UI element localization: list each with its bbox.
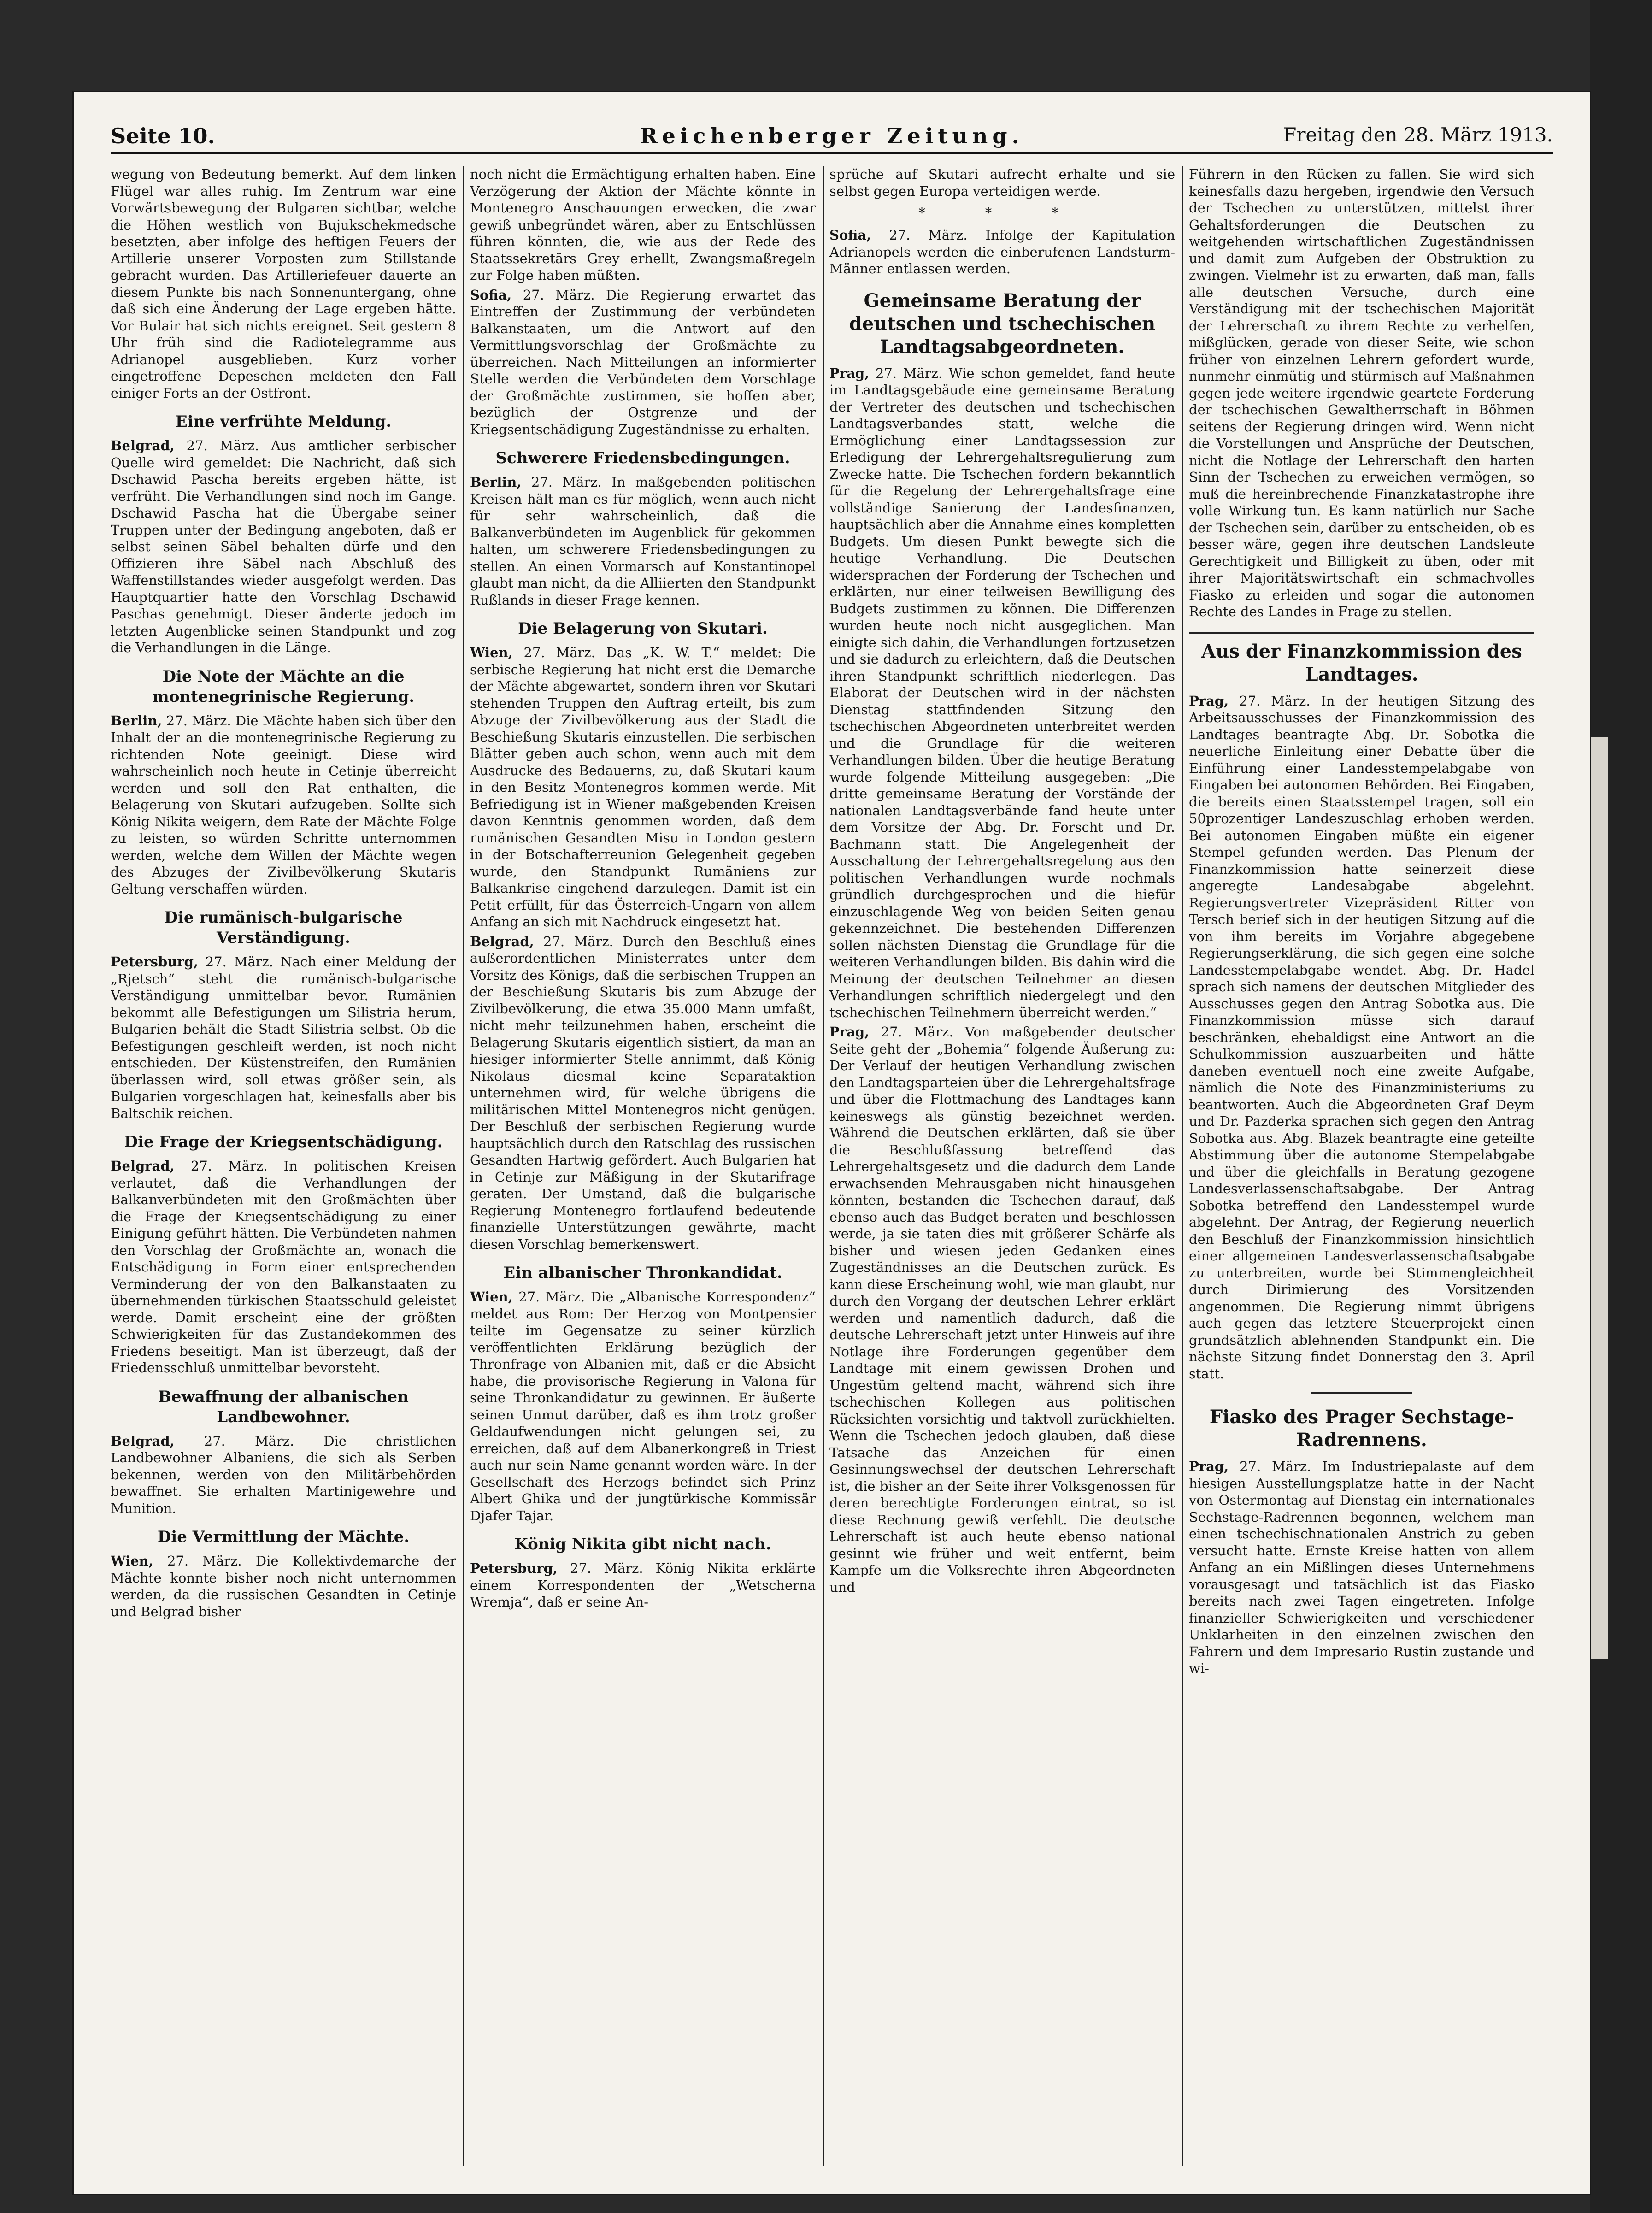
article-paragraph <box>111 953 456 1122</box>
adjacent-page-strip <box>1590 737 1608 1659</box>
paragraph-text: 27. März. König Nikita erklärte einem Korrespondenten der „Wetscherna Wremja“, daß er seine An- <box>470 1560 816 1610</box>
dateline: Prag, <box>1189 1459 1229 1474</box>
article-paragraph <box>1189 693 1534 1383</box>
page-number: Seite 10. <box>111 124 215 148</box>
paragraph-text: 27. März. Infolge der Kapitulation Adrianopels werden die einberufenen Landsturm-Männer entlassen werden. <box>829 227 1175 277</box>
dateline: Prag, <box>1189 693 1229 709</box>
dateline: Belgrad, <box>111 438 175 453</box>
article-headline: König Nikita gibt nicht nach. <box>514 1535 771 1554</box>
article-paragraph <box>1189 1458 1534 1677</box>
dateline: Belgrad, <box>111 1433 175 1449</box>
article-headline: Aus der Finanzkommission des Landtages. <box>1189 632 1534 686</box>
paragraph-text: 27. März. Von maßgebender deutscher Seite geht der „Bohemia“ folgende Äußerung zu: Der Verlauf der heutigen Verhandlung zwischen den Landtagsparteien über die Lehrergehaltsfrage und über die Flottmachung des Landtages kann keineswegs als günstig bezeichnet werden. Während die Deutschen erklärten, daß sie über die Beschlußfassung betreffend das Lehrergehaltsgesetz und die dadurch dem Lande erwachsenden Mehrausgaben nicht hinausgehen könnten, bestanden die Tschechen darauf, daß ebenso auch das Budget beraten und beschlossen werde, ja sie taten dies mit größerer Schärfe als bisher und wiesen jeden Gedanken eines Zugeständnisses an die Deutschen zurück. Es kann diese Erscheinung wohl, wie man glaubt, nur durch den Vorgang der deutschen Lehrer erklärt werden und namentlich dadurch, daß die deutsche Lehrerschaft jetzt unter Hinweis auf ihre Notlage ihre Forderungen gegenüber dem Landtage mit einem gewissen Drohen und Ungestüm geltend macht, während sich ihre tschechischen Kollegen aus politischen Rücksichten vorsichtig und taktvoll zurückhielten. Wenn die Tschechen jedoch glauben, daß diese Tatsache das Anzeichen für einen Gesinnungswechsel der deutschen Lehrerschaft ist, die bisher an der Seite ihrer Volksgenossen für deren berechtigte Forderungen eintrat, so ist diese Rechnung gewiß verfehlt. Die deutsche Lehrerschaft ist auch heute ebenso national gesinnt wie früher und weit entfernt, beim Kampfe um die Volksrechte ihren Abgeordneten und <box>829 1024 1175 1595</box>
column-1 <box>111 166 456 2184</box>
article-headline: Bewaffnung der albanischen Landbewohner. <box>158 1387 409 1426</box>
issue-date: Freitag den 28. März 1913. <box>1283 124 1553 146</box>
article-paragraph <box>470 287 816 438</box>
dateline: Wien, <box>470 1289 513 1305</box>
dateline: Belgrad, <box>470 933 534 949</box>
dateline: Prag, <box>829 365 870 381</box>
column-rule <box>823 166 824 2166</box>
masthead <box>111 120 1553 154</box>
paragraph-text: noch nicht die Ermächtigung erhalten haben. Eine Verzögerung der Aktion der Mächte könnte in Montenegro Anschauungen erwecken, die zwar gewiß unbegründet wären, aber zu Entschlüssen führen könnten, die, wie aus der Rede des Staatssekretärs Grey erhellt, Zwangsmaßregeln zur Folge haben müßten. <box>470 166 816 283</box>
column-2 <box>470 166 816 2184</box>
dateline: Sofia, <box>829 227 871 243</box>
article-headline: Die Frage der Kriegsentschädigung. <box>124 1133 443 1151</box>
article-paragraph <box>111 1553 456 1620</box>
dateline: Belgrad, <box>111 1158 175 1174</box>
article-paragraph <box>111 437 456 656</box>
paragraph-text: 27. März. In der heutigen Sitzung des Arbeitsausschusses der Finanzkommission des Landtages beantragte Abg. Dr. Sobotka die neuerliche Einleitung einer Debatte über die Einführung einer Landesstempelabgabe von Eingaben bei autonomen Behörden. Bei Eingaben, die bereits einen Staatsstempel tragen, soll ein 50prozentiger Landeszuschlag erhoben werden. Bei autonomen Eingaben müßte ein eigener Stempel gefunden werden. Das Plenum der Finanzkommission hatte seinerzeit diese angeregte Landesabgabe abgelehnt. Regierungsvertreter Vizepräsident Ritter von Tersch berief sich in der heutigen Sitzung auf die von ihm bereits im Vorjahre abgegebene Regierungserklärung, die sich gegen eine solche Landesstempelabgabe wendet. Abg. Dr. Hadel sprach sich namens der deutschen Mitglieder des Ausschusses gegen den Antrag Sobotka aus. Die Finanzkommission müsse sich darauf beschränken, ehebaldigst eine Antwort an die Schulkommission auszuarbeiten und hätte daneben eventuell noch eine zweite Aufgabe, nämlich die Note des Finanzministeriums zu beantworten. Auch die Abgeordneten Graf Deym und Dr. Pazderka sprachen sich gegen den Antrag Sobotka aus. Abg. Blazek beantragte eine geteilte Abstimmung über die autonome Stempelabgabe und über die gleichfalls in Beratung gezogene Landesverlassenschaftsabgabe. Der Antrag Sobotka betreffend den Landesstempel wurde abgelehnt. Der Antrag, der Regierung neuerlich den Beschluß der Finanzkommission hinsichtlich einer allgemeinen Landesverlassenschaftsabgabe zu unterbreiten, wurde bei Stimmengleichheit durch Dirimierung des Vorsitzenden angenommen. Die Regierung nimmt übrigens auch gegen das letztere Steuerprojekt einen grundsätzlich ablehnenden Standpunkt ein. Die nächste Sitzung findet Donnerstag den 3. April statt. <box>1189 693 1534 1382</box>
paragraph-text: 27. März. Aus amtlicher serbischer Quelle wird gemeldet: Die Nachricht, daß sich Dschawid Pascha bereits ergeben hätte, ist verfrüht. Die Verhandlungen sind noch im Gange. Dschawid Pascha hat die Übergabe seiner Truppen unter der Bedingung angeboten, daß er selbst seinen Säbel behalten dürfe und den Offizieren ihre Säbel nach Abschluß des Waffenstillstandes wieder ausgefolgt werden. Das Hauptquartier hatte den Vorschlag Dschawid Paschas genehmigt. Dieser änderte jedoch im letzten Augenblicke seinen Standpunkt und zog die Verhandlungen in die Länge. <box>111 438 456 655</box>
dateline: Petersburg, <box>111 954 198 970</box>
column-4 <box>1189 166 1534 2184</box>
article-headline: Die Note der Mächte an die montenegrinische Regierung. <box>152 667 415 706</box>
column-rule <box>1182 166 1183 2166</box>
paragraph-text: 27. März. Im Industriepalaste auf dem hiesigen Ausstellungsplatze hatte in der Nacht von Ostermontag auf Dienstag ein internationales Sechstage-Radrennen begonnen, welchem man einen tschechischnationalen Anstrich zu geben versucht hatte. Ernste Kreise hatten von allem Anfang an ein Mißlingen dieses Unternehmens vorausgesagt und tatsächlich ist das Fiasko bereits nach zwei Tagen eingetreten. Infolge finanzieller Schwierigkeiten und verschiedener Unklarheiten in den einzelnen zwischen den Fahrern und dem Impresario Rustin zustande und wi- <box>1189 1459 1534 1676</box>
article-paragraph <box>829 227 1175 277</box>
paragraph-text: 27. März. Nach einer Meldung der „Rjetsch“ steht die rumänisch-bulgarische Verständigung unmittelbar bevor. Rumänien bekommt alle Befestigungen um Silistria herum, Bulgarien behält die Stadt Silistria selbst. Ob die Befestigungen geschleift werden, ist noch nicht entschieden. Der Küstenstreifen, den Rumänien überlassen wird, soll etwas größer sein, als Bulgarien vorgeschlagen hat, keinesfalls aber bis Baltschik reichen. <box>111 954 456 1121</box>
paragraph-text: Führern in den Rücken zu fallen. Sie wird sich keinesfalls dazu hergeben, irgendwie den Versuch der Tschechen zu unterstützen, mittelst ihrer Gehaltsforderungen die Deutschen zu weitgehenden wirtschaftlichen Zugeständnissen und damit zum Aufgeben der Obstruktion zu zwingen. Vielmehr ist zu erwarten, daß man, falls alle deutschen Versuche, durch eine Verständigung mit der tschechischen Majorität der Lehrerschaft zu ihrem Rechte zu verhelfen, mißglücken, gerade von dieser Seite, wie schon früher von einzelnen Lehrern gefordert wurde, nunmehr einmütig und stürmisch auf Maßnahmen gegen jede weitere irgendwie geartete Forderung der tschechischen Gewaltherrschaft in Böhmen seitens der Regierung dringen wird. Wenn nicht die Vorstellungen und Ansprüche der Deutschen, nicht die Notlage der Lehrerschaft den harten Sinn der Tschechen zu erweichen vermögen, so muß die hereinbrechende Finanzkatastrophe ihre volle Wirkung tun. Es kann natürlich nur Sache der Tschechen sein, darüber zu entscheiden, ob es besser wäre, gegen ihre deutschen Landsleute Gerechtigkeit und Billigkeit zu üben, oder mit ihrer Majoritätswirtschaft ein schmachvolles Fiasko zu erleiden und sogar die autonomen Rechte des Landes in Frage zu stellen. <box>1189 166 1534 619</box>
article-headline: Die rumänisch-bulgarische Verständigung. <box>164 908 403 947</box>
paragraph-text: 27. März. Die Mächte haben sich über den Inhalt der an die montenegrinische Regierung zu richtenden Note geeinigt. Diese wird wahrscheinlich noch heute in Cetinje überreicht werden und soll den Rat enthalten, die Belagerung von Skutari aufzugeben. Sollte sich König Nikita weigern, dem Rate der Mächte Folge zu leisten, so würden Schritte unternommen werden, welche dem Willen der Mächte wegen des Abzuges der Zivilbevölkerung Skutaris Geltung verschaffen würden. <box>111 712 456 897</box>
paragraph-text: 27. März. Durch den Beschluß eines außerordentlichen Ministerrates unter dem Vorsitz des Königs, daß die serbischen Truppen an der Beschießung Skutaris bis zum Abzuge der Zivilbevölkerung, die etwa 35.000 Mann umfaßt, nicht mehr teilzunehmen haben, erscheint die Belagerung Skutaris eigentlich sistiert, da man an hiesiger informierter Stelle annimmt, daß König Nikolaus diesmal keine Separataktion unternehmen wird, für welche übrigens die militärischen Mittel Montenegros nicht genügen. Der Beschluß der serbischen Regierung wurde hauptsächlich durch den Ratschlag des russischen Gesandten Hartwig gefördert. Auch Bulgarien hat in Cetinje zur Mäßigung in der Skutarifrage geraten. Der Umstand, daß die bulgarische Regierung Montenegro fortlaufend bedeutende finanzielle Unterstützungen gewährte, macht diesen Vorschlag bemerkenswert. <box>470 933 816 1252</box>
article-divider <box>1311 1392 1412 1394</box>
paragraph-text: 27. März. In politischen Kreisen verlautet, daß die Verhandlungen der Balkanverbündeten mit den Großmächten über die Frage der Kriegsentschädigung zu einer Einigung geführt hätten. Die Verbündeten nahmen den Vorschlag der Großmächte an, wonach die Entschädigung in Form einer entsprechenden Verminderung der von den Balkanstaaten zu übernehmenden türkischen Staatsschuld geleistet werde. Damit erscheint eine der größten Schwierigkeiten für das Zustandekommen des Friedens beseitigt. Man ist überzeugt, daß der Friedensschluß unmittelbar bevorsteht. <box>111 1158 456 1376</box>
article-headline: Die Belagerung von Skutari. <box>518 619 768 638</box>
article-paragraph <box>470 644 816 930</box>
paragraph-text: 27. März. Die christlichen Landbewohner Albaniens, die sich als Serben bekennen, werden von den Militärbehörden bewaffnet. Sie erhalten Martinigewehre und Munition. <box>111 1433 456 1516</box>
article-headline: Fiasko des Prager Sechstage-Radrennens. <box>1209 1406 1514 1451</box>
dateline: Wien, <box>470 645 513 660</box>
article-paragraph <box>829 1024 1175 1595</box>
article-paragraph <box>111 712 456 898</box>
paragraph-text: 27. März. Die Kollektivdemarche der Mächte konnte bisher noch nicht unternommen werden, da die russischen Gesandten in Cetinje und Belgrad bisher <box>111 1553 456 1619</box>
dateline: Prag, <box>829 1024 870 1040</box>
paragraph-text: 27. März. Die „Albanische Korrespondenz“ meldet aus Rom: Der Herzog von Montpensier teilte im Gegensatze zu seiner kürzlich veröffentlichten Erklärung bezüglich der Thronfrage von Albanien mit, daß er die Absicht habe, die provisorische Regierung in Valona für seine Thronkandidatur zu gewinnen. Er äußerte seinen Unmut darüber, daß es ihm trotz großer Geldaufwendungen nicht gelungen sei, zu erreichen, daß auf dem Albanerkongreß in Triest auch nur sein Name genannt worden wäre. In der Gesellschaft des Herzogs befindet sich Prinz Albert Ghika und der jungtürkische Kommissär Djafer Tajar. <box>470 1289 816 1524</box>
article-headline: Gemeinsame Beratung der deutschen und tschechischen Landtagsabgeordneten. <box>849 289 1156 358</box>
article-paragraph <box>470 933 816 1253</box>
newspaper-page <box>74 92 1590 2194</box>
paragraph-text: 27. März. Wie schon gemeldet, fand heute im Landtagsgebäude eine gemeinsame Beratung der Vertreter des deutschen und tschechischen Landtagsverbandes statt, welche die Ermöglichung einer Landtagssession zur Erledigung der Lehrergehaltsregulierung zum Zwecke hatte. Die Tschechen fordern bekanntlich für die Regelung der Lehrergehaltsfrage eine vollständige Sanierung der Landesfinanzen, hauptsächlich aber die Annahme eines kompletten Budgets. Um diesen Punkt bewegte sich die heutige Verhandlung. Die Deutschen widersprachen der Forderung der Tschechen und erklärten, nur einer teilweisen Bewilligung des Budgets zustimmen zu können. Die Differenzen wurden heute noch nicht ausgeglichen. Man einigte sich dahin, die Verhandlungen fortzusetzen und sie dadurch zu erleichtern, daß die Deutschen ihren Standpunkt schriftlich niederlegen. Das Elaborat der Deutschen wird in der nächsten Dienstag stattfindenden Sitzung den tschechischen Abgeordneten unterbreitet werden und die Grundlage für die weiteren Verhandlungen bilden. Über die heutige Beratung wurde folgende Mitteilung ausgegeben: „Die dritte gemeinsame Beratung der Vorstände der nationalen Landtagsverbände fand heute unter dem Vorsitze der Abg. Dr. Forscht und Dr. Bachmann statt. Die Angelegenheit der Ausschaltung der Lehrergehaltsregelung aus den politischen Verhandlungen wurde nochmals gründlich durchgesprochen und die hiefür einzuschlagende Weg von beiden Seiten genau gekennzeichnet. Die bestehenden Differenzen sollen nächsten Dienstag die Grundlage für die weiteren Verhandlungen bilden. Bis dahin wird die Meinung der deutschen Teilnehmer an diesen Verhandlungen schriftlich niedergelegt und den tschechischen Teilnehmern überreicht werden.“ <box>829 365 1175 1020</box>
scan-edge-right <box>1590 0 1652 2213</box>
section-separator: * * * <box>918 205 1087 221</box>
article-paragraph <box>470 1289 816 1524</box>
article-paragraph <box>470 166 816 284</box>
article-headline: Ein albanischer Thronkandidat. <box>503 1264 782 1282</box>
paragraph-text: wegung von Bedeutung bemerkt. Auf dem linken Flügel war alles ruhig. Im Zentrum war eine Vorwärtsbewegung der Bulgaren sichtbar, welche die Höhen westlich von Bujukschekmedsche besetzten, aber infolge des heftigen Feuers der Artillerie unserer Vorposten zum Stillstande gebracht wurden. Das Artilleriefeuer dauerte an diesem Punkte bis nach Sonnenuntergang, ohne daß sich eine Änderung der Lage ergeben hätte. Vor Bulair hat sich nichts ereignet. Seit gestern 8 Uhr früh sind die Radiotelegramme aus Adrianopel ausgeblieben. Kurz vorher eingetroffene Depeschen meldeten den Fall einiger Forts an der Ostfront. <box>111 166 456 401</box>
dateline: Berlin, <box>111 712 162 729</box>
dateline: Sofia, <box>470 287 512 303</box>
article-paragraph <box>1189 166 1534 620</box>
dateline: Petersburg, <box>470 1560 558 1576</box>
newspaper-title: Reichenberger Zeitung. <box>640 124 1024 148</box>
paragraph-text: 27. März. Das „K. W. T.“ meldet: Die serbische Regierung hat nicht erst die Demarche der Mächte abgewartet, sondern ihren vor Skutari stehenden Truppen den Auftrag erteilt, bis zum Abzuge der Zivilbevölkerung aus der Stadt die Beschießung Skutaris einzustellen. Die serbischen Blätter geben auch schon, wenn auch mit dem Ausdrucke des Bedauerns, zu, daß Skutari kaum in den Besitz Montenegros kommen werde. Mit Befriedigung ist in Wiener maßgebenden Kreisen davon Kenntnis genommen worden, daß dem rumänischen Gesandten Misu in London gestern in der Botschafterreunion Gelegenheit gegeben wurde, den Standpunkt Rumäniens zur Balkankrise eingehend darzulegen. Damit ist ein Petit erfüllt, für das Österreich-Ungarn von allem Anfang an sich mit Nachdruck eingesetzt hat. <box>470 645 816 930</box>
column-rule <box>463 166 464 2166</box>
dateline: Wien, <box>111 1553 153 1569</box>
article-paragraph <box>470 474 816 608</box>
paragraph-text: sprüche auf Skutari aufrecht erhalte und sie selbst gegen Europa verteidigen werde. <box>829 166 1175 199</box>
column-3 <box>829 166 1175 2184</box>
article-paragraph <box>111 1433 456 1517</box>
article-paragraph <box>111 166 456 401</box>
article-paragraph <box>829 166 1175 200</box>
article-paragraph <box>111 1158 456 1377</box>
article-paragraph <box>470 1560 816 1611</box>
paragraph-text: 27. März. In maßgebenden politischen Kreisen hält man es für möglich, wenn auch nicht für sehr wahrscheinlich, daß die Balkanverbündeten im Augenblick für gekommen halten, um schwerere Friedensbedingungen zu stellen. An einen Vormarsch auf Konstantinopel glaubt man nicht, da die Alliierten den Standpunkt Rußlands in dieser Frage kennen. <box>470 474 816 608</box>
article-headline: Eine verfrühte Meldung. <box>175 412 392 431</box>
dateline: Berlin, <box>470 474 522 490</box>
article-paragraph <box>829 365 1175 1021</box>
paragraph-text: 27. März. Die Regierung erwartet das Eintreffen der Zustimmung der verbündeten Balkanstaaten, um die Antwort auf den Vermittlungsvorschlag der Großmächte zu überreichen. Nach Mitteilungen an informierter Stelle werden die Verbündeten dem Vorschlage der Großmächte zustimmen, sie hoffen aber, bezüglich der Ostgrenze und der Kriegsentschädigung Zugeständnisse zu erhalten. <box>470 287 816 437</box>
article-headline: Die Vermittlung der Mächte. <box>157 1528 410 1546</box>
article-headline: Schwerere Friedensbedingungen. <box>495 449 790 467</box>
